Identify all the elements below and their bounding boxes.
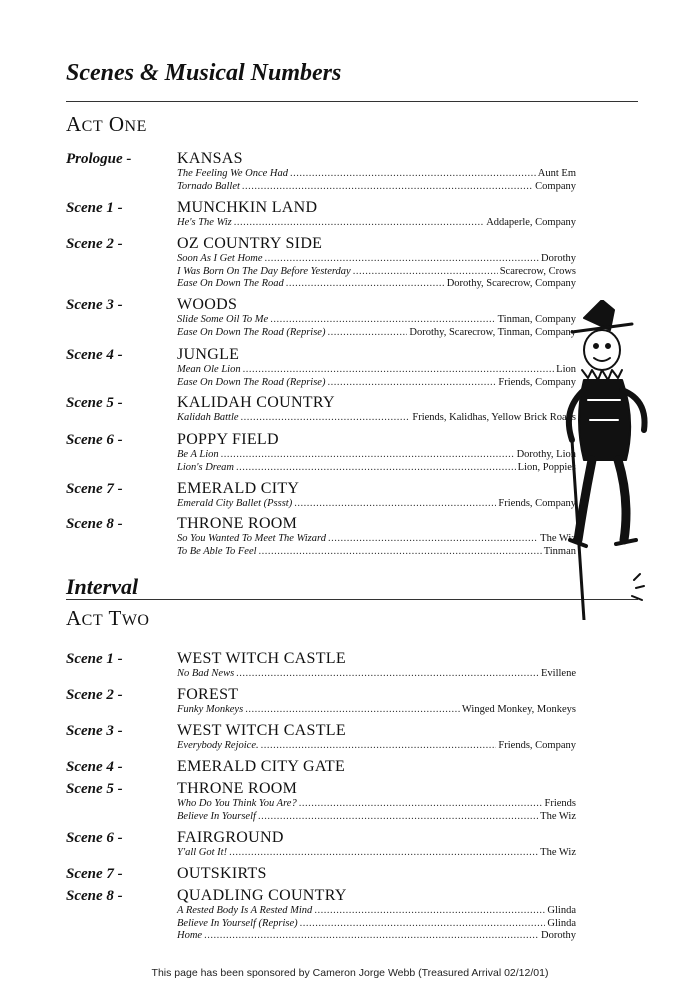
scene-label: Scene 1 - (66, 200, 123, 216)
song-title: Believe In Yourself (Reprise) (177, 917, 298, 929)
musical-number (177, 811, 576, 824)
scene-location: THRONE ROOM (177, 515, 298, 532)
scene-location: QUADLING COUNTRY (177, 887, 347, 904)
dot-leader (299, 798, 543, 811)
song-title: The Feeling We Once Had (177, 168, 288, 179)
scene-block (66, 829, 576, 860)
dot-leader (221, 449, 515, 462)
musical-number (177, 168, 576, 181)
interval-heading: Interval (66, 574, 139, 599)
song-cast: Dorothy (541, 930, 576, 941)
dot-leader (286, 278, 445, 291)
dot-leader (204, 930, 539, 943)
song-cast: Tinman (543, 545, 576, 557)
scene-block (66, 758, 576, 776)
song-title: I Was Born On The Day Before Yesterday (177, 265, 351, 277)
dot-leader (294, 498, 496, 511)
scene-location: WEST WITCH CASTLE (177, 722, 346, 739)
song-cast: Glinda (547, 905, 576, 916)
musical-number (177, 930, 576, 943)
page-title: Scenes & Musical Numbers (66, 60, 342, 86)
scene-block (66, 722, 576, 753)
song-title: Ease On Down The Road (Reprise) (177, 326, 326, 338)
scene-label: Scene 5 - (66, 395, 123, 411)
scene-block (66, 431, 576, 474)
song-title: Kalidah Battle (177, 412, 239, 423)
song-cast: Evillene (541, 668, 576, 679)
song-cast: Addaperle, Company (486, 217, 576, 228)
musical-number (177, 412, 576, 425)
musical-number (177, 668, 576, 681)
act-one-heading: ACT ONE (66, 112, 147, 136)
dot-leader (236, 668, 539, 681)
musical-number (177, 704, 576, 717)
song-cast: Lion, Poppies (517, 461, 576, 473)
dot-leader (234, 217, 484, 230)
scene-label: Scene 4 - (66, 347, 123, 363)
scene-block (66, 150, 576, 193)
musical-number (177, 327, 576, 340)
scene-label: Scene 4 - (66, 759, 123, 775)
song-title: Who Do You Think You Are? (177, 798, 297, 809)
scene-block (66, 650, 576, 681)
scene-label: Scene 7 - (66, 866, 123, 882)
act-two-heading: ACT TWO (66, 606, 150, 630)
scene-label: Scene 8 - (66, 516, 123, 532)
song-title: So You Wanted To Meet The Wizard (177, 533, 326, 544)
scene-label: Prologue - (66, 151, 132, 167)
dot-leader (300, 918, 546, 931)
musical-number (177, 533, 576, 546)
song-title: Soon As I Get Home (177, 253, 263, 264)
scene-block (66, 296, 576, 339)
song-title: Mean Ole Lion (177, 364, 241, 375)
musical-number (177, 449, 576, 462)
song-title: Ease On Down The Road (Reprise) (177, 376, 326, 388)
musical-number (177, 377, 576, 390)
dot-leader (353, 266, 498, 279)
scene-block (66, 780, 576, 823)
musical-number (177, 314, 576, 327)
song-title: Y'all Got It! (177, 847, 228, 858)
scene-location: EMERALD CITY (177, 480, 300, 497)
dot-leader (241, 412, 411, 425)
song-cast: Friends, Company (498, 376, 576, 388)
musical-number (177, 905, 576, 918)
song-cast: Aunt Em (537, 168, 576, 179)
song-cast: Glinda (547, 917, 576, 929)
dot-leader (328, 533, 538, 546)
scene-block (66, 686, 576, 717)
scene-block (66, 887, 576, 943)
song-title: No Bad News (177, 668, 235, 679)
scene-location: POPPY FIELD (177, 431, 279, 448)
scene-location: FAIRGROUND (177, 829, 284, 846)
scene-location: OUTSKIRTS (177, 865, 267, 882)
song-title: Home (177, 930, 203, 941)
musical-number (177, 217, 576, 230)
scene-label: Scene 5 - (66, 781, 123, 797)
song-cast: Friends, Company (498, 740, 576, 751)
dot-leader (270, 314, 495, 327)
song-title: A Rested Body Is A Rested Mind (177, 905, 313, 916)
song-title: Slide Some Oil To Me (177, 314, 269, 325)
song-cast: The Wiz (540, 810, 576, 822)
dot-leader (261, 740, 497, 753)
song-title: Believe In Yourself (177, 810, 256, 822)
scene-location: WEST WITCH CASTLE (177, 650, 346, 667)
song-cast: Scarecrow, Crows (499, 265, 576, 277)
scene-label: Scene 3 - (66, 723, 123, 739)
scene-location: THRONE ROOM (177, 780, 298, 797)
song-cast: Winged Monkey, Monkeys (461, 704, 576, 715)
dot-leader (229, 847, 538, 860)
dot-leader (327, 377, 496, 390)
dot-leader (290, 168, 536, 181)
song-cast: Dorothy (541, 253, 576, 264)
musical-number (177, 266, 576, 279)
scene-location: KANSAS (177, 150, 243, 167)
scene-location: JUNGLE (177, 346, 240, 363)
musical-number (177, 278, 576, 291)
song-title: To Be Able To Feel (177, 545, 257, 557)
song-cast: Tinman, Company (497, 314, 576, 325)
scene-location: MUNCHKIN LAND (177, 199, 318, 216)
musical-number (177, 847, 576, 860)
scene-block (66, 199, 576, 230)
dot-leader (314, 905, 545, 918)
scene-label: Scene 2 - (66, 236, 123, 252)
song-cast: Dorothy, Scarecrow, Company (446, 278, 576, 289)
dot-leader (236, 462, 516, 475)
sponsor-footer: This page has been sponsored by Cameron Jorge Webb (Treasured Arrival 02/12/01) (151, 967, 549, 979)
scene-block (66, 515, 576, 558)
scene-label: Scene 2 - (66, 687, 123, 703)
scene-location: EMERALD CITY GATE (177, 758, 346, 775)
scene-location: WOODS (177, 296, 238, 313)
scene-block (66, 480, 576, 511)
scene-label: Scene 6 - (66, 432, 123, 448)
dot-leader (242, 181, 533, 194)
song-title: He's The Wiz (177, 217, 232, 228)
song-title: Tornado Ballet (177, 180, 240, 192)
scene-label: Scene 3 - (66, 297, 123, 313)
scene-location: FOREST (177, 686, 239, 703)
dot-leader (265, 253, 539, 266)
song-cast: Lion (556, 364, 576, 375)
song-title: Funky Monkeys (177, 704, 244, 715)
scene-block (66, 865, 576, 883)
song-cast: Dorothy, Lion (516, 449, 576, 460)
song-cast: Company (535, 180, 576, 192)
song-cast: Dorothy, Scarecrow, Tinman, Company (409, 326, 576, 338)
song-title: Ease On Down The Road (177, 278, 284, 289)
musical-number (177, 798, 576, 811)
song-cast: The Wiz (540, 533, 576, 544)
musical-number (177, 546, 576, 559)
musical-number (177, 740, 576, 753)
song-title: Be A Lion (177, 449, 219, 460)
scene-block (66, 235, 576, 291)
scene-location: KALIDAH COUNTRY (177, 394, 335, 411)
scene-label: Scene 7 - (66, 481, 123, 497)
dot-leader (327, 327, 407, 340)
scene-label: Scene 8 - (66, 888, 123, 904)
scene-block (66, 346, 576, 389)
scene-block (66, 394, 576, 425)
song-cast: Friends, Company (498, 498, 576, 509)
song-cast: Friends, Kalidhas, Yellow Brick Roads (412, 412, 576, 423)
musical-number (177, 918, 576, 931)
scarecrow-illustration (544, 300, 654, 620)
dot-leader (259, 546, 542, 559)
dot-leader (243, 364, 555, 377)
title-divider (66, 101, 638, 102)
scene-location: OZ COUNTRY SIDE (177, 235, 323, 252)
musical-number (177, 253, 576, 266)
dot-leader (258, 811, 538, 824)
song-title: Emerald City Ballet (Pssst) (177, 498, 293, 509)
dot-leader (245, 704, 460, 717)
musical-number (177, 364, 576, 377)
musical-number (177, 498, 576, 511)
musical-number (177, 462, 576, 475)
musical-number (177, 181, 576, 194)
song-title: Lion's Dream (177, 461, 234, 473)
song-title: Everybody Rejoice. (177, 740, 259, 751)
scene-label: Scene 1 - (66, 651, 123, 667)
song-cast: The Wiz (540, 847, 576, 858)
scene-label: Scene 6 - (66, 830, 123, 846)
song-cast: Friends (544, 798, 576, 809)
